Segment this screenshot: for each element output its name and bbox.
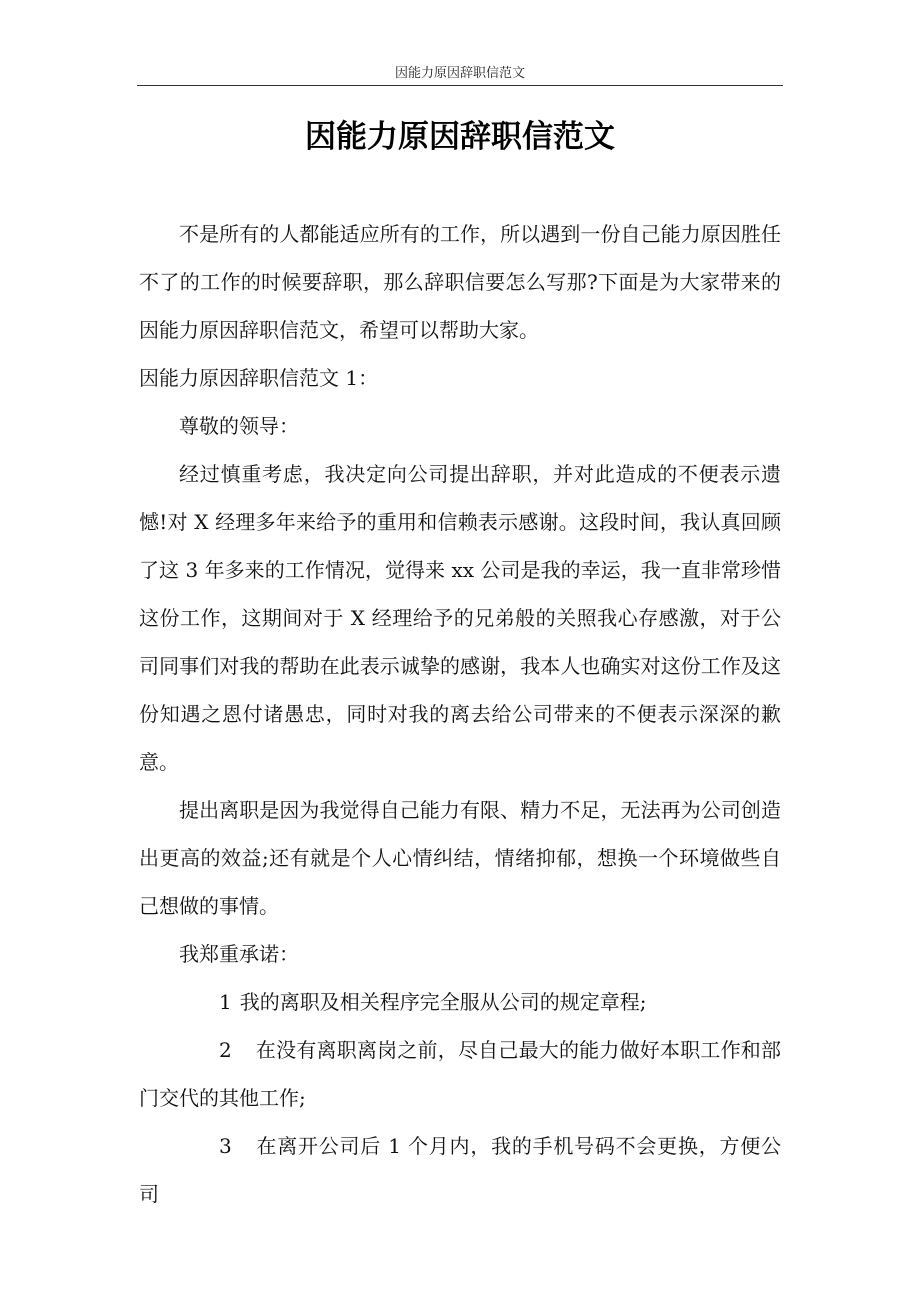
promise-item xyxy=(139,978,781,1026)
intro-paragraph: 不是所有的人都能适应所有的工作，所以遇到一份自己能力原因胜任不了的工作的时候要辞职，那么辞职信要怎么写那?下面是为大家带来的因能力原因辞职信范文，希望可以帮助大家。 xyxy=(139,222,781,342)
document-title: 因能力原因辞职信范文 xyxy=(305,119,615,155)
promise-text: 在离开公司后 1 个月内，我的手机号码不会更换，方便公司 xyxy=(139,1134,781,1206)
body-paragraph-1: 经过慎重考虑，我决定向公司提出辞职，并对此造成的不便表示遗憾!对 X 经理多年来给予的重用和信赖表示感谢。这段时间，我认真回顾了这 3 年多来的工作情况，觉得来 xx 公司是我的幸运，我一直非常珍惜这份工作，这期间对于 X 经理给予的兄弟般的关照我心存感激，对于公司同事们对我的帮助在此表示诚挚的感谢，我本人也确实对这份工作及这份知遇之恩付诸愚忠，同时对我的离去给公司带来的不便表示深深的歉意。 xyxy=(139,462,781,774)
sample-heading: 因能力原因辞职信范文 1： xyxy=(139,366,379,390)
document-body xyxy=(139,210,781,1218)
promise-number: 2 xyxy=(219,1038,232,1062)
promise-number: 3 xyxy=(219,1134,232,1158)
header-divider xyxy=(137,85,783,86)
promise-text: 在没有离职离岗之前，尽自己最大的能力做好本职工作和部门交代的其他工作; xyxy=(139,1038,781,1110)
promise-item xyxy=(139,1026,781,1122)
promise-item xyxy=(139,1122,781,1218)
promise-heading: 我郑重承诺： xyxy=(179,942,299,966)
body-paragraph-2: 提出离职是因为我觉得自己能力有限、精力不足，无法再为公司创造出更高的效益;还有就是个人心情纠结，情绪抑郁，想换一个环境做些自己想做的事情。 xyxy=(139,798,781,918)
promise-number: 1 xyxy=(219,990,232,1014)
promise-text: 我的离职及相关程序完全服从公司的规定章程; xyxy=(239,990,647,1014)
salutation: 尊敬的领导： xyxy=(179,414,299,438)
running-header: 因能力原因辞职信范文 xyxy=(394,66,525,81)
